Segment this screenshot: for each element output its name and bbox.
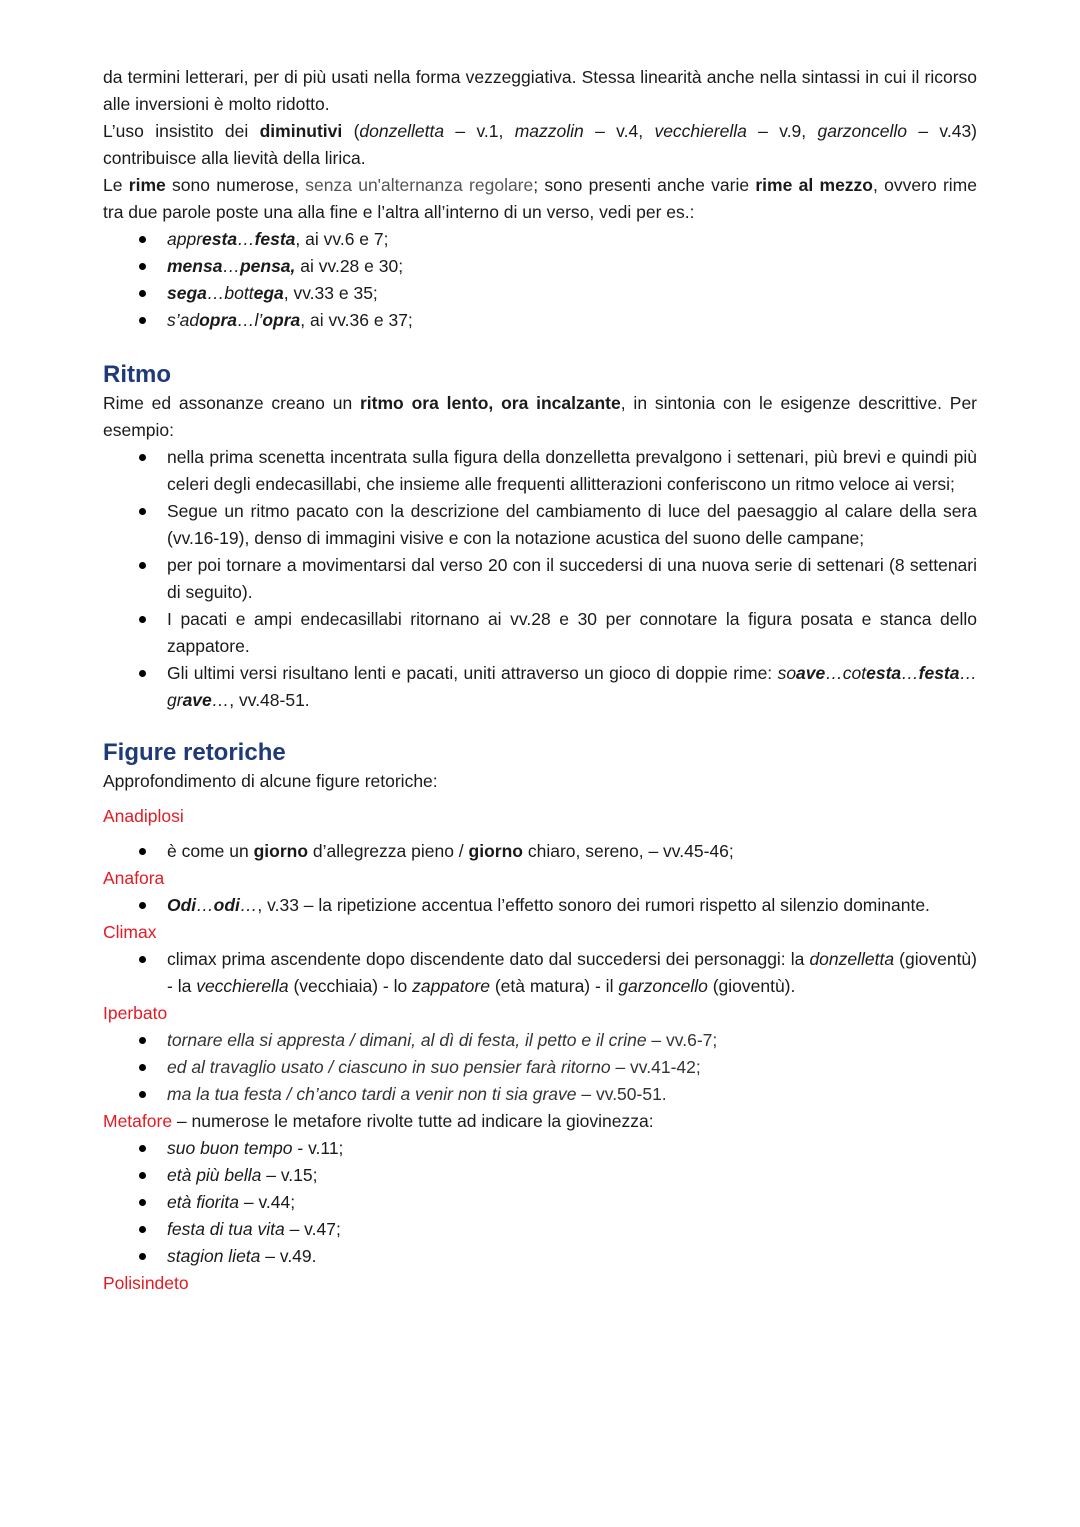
label-anadiplosi: Anadiplosi bbox=[103, 806, 184, 826]
list-item: mensa…pensa, ai vv.28 e 30; bbox=[167, 253, 977, 280]
text: – v.1, bbox=[444, 121, 515, 141]
list-item: appresta…festa, ai vv.6 e 7; bbox=[167, 226, 977, 253]
text: ( bbox=[342, 121, 360, 141]
label-anafora: Anafora bbox=[103, 868, 165, 888]
rhymes-list bbox=[103, 226, 977, 334]
list-item: per poi tornare a movimentarsi dal verso 20 con il succedersi di una nuova serie di settenari (8 settenari di seguito). bbox=[167, 552, 977, 606]
text: Le bbox=[103, 175, 129, 195]
section-heading-ritmo: Ritmo bbox=[103, 361, 171, 388]
list-item: è come un giorno d’allegrezza pieno / giorno chiaro, sereno, – vv.45-46; bbox=[167, 838, 977, 865]
list-item: climax prima ascendente dopo discendente dato dal succedersi dei personaggi: la donzelletta (gioventù) - la vecchierella (vecchiaia) - lo zappatore (età matura) - il garzoncello (gioventù). bbox=[167, 946, 977, 1000]
list-item: ma la tua festa / ch’anco tardi a venir non ti sia grave – vv.50-51. bbox=[167, 1081, 977, 1108]
text: – v.4, bbox=[583, 121, 655, 141]
list-item: stagion lieta – v.49. bbox=[167, 1243, 977, 1270]
rime-paragraph bbox=[103, 172, 977, 226]
list-item: età più bella – v.15; bbox=[167, 1162, 977, 1189]
list-item: s’adopra…l’opra, ai vv.36 e 37; bbox=[167, 307, 977, 334]
text: – v.43) contribuisce alla lievità della lirica. bbox=[103, 121, 978, 168]
bold-term: diminutivi bbox=[259, 121, 343, 141]
label-iperbato: Iperbato bbox=[103, 1003, 168, 1023]
text: , ovvero rime tra due parole poste una alla fine e l’altra all’interno di un verso, vedi per es.: bbox=[103, 175, 977, 222]
figure-intro: Approfondimento di alcune figure retoriche: bbox=[103, 771, 438, 791]
list-item: Gli ultimi versi risultano lenti e pacati, uniti attraverso un gioco di doppie rime: soave…cotesta…festa…grave…, vv.48-51. bbox=[167, 660, 977, 714]
list-item: festa di tua vita – v.47; bbox=[167, 1216, 977, 1243]
label-metafore: Metafore bbox=[103, 1111, 173, 1131]
climax-list bbox=[103, 946, 977, 1000]
iperbato-list bbox=[103, 1027, 977, 1108]
italic-word: mazzolin bbox=[514, 121, 584, 141]
list-item: tornare ella si appresta / dimani, al dì di festa, il petto e il crine – vv.6-7; bbox=[167, 1027, 977, 1054]
text: sono numerose, bbox=[165, 175, 306, 195]
italic-word: garzoncello bbox=[817, 121, 907, 141]
list-item: I pacati e ampi endecasillabi ritornano ai vv.28 e 30 per connotare la figura posata e stanca dello zappatore. bbox=[167, 606, 977, 660]
ritmo-intro: Rime ed assonanze creano un ritmo ora lento, ora incalzante, in sintonia con le esigenze descrittive. Per esempio: bbox=[103, 393, 978, 440]
metafore-paragraph: Metafore – numerose le metafore rivolte tutte ad indicare la giovinezza: bbox=[103, 1111, 654, 1131]
label-polisindeto: Polisindeto bbox=[103, 1273, 189, 1293]
section-heading-figure-retoriche: Figure retoriche bbox=[103, 739, 286, 766]
italic-word: donzelletta bbox=[359, 121, 445, 141]
list-item: suo buon tempo - v.11; bbox=[167, 1135, 977, 1162]
intro-paragraph: da termini letterari, per di più usati nella forma vezzeggiativa. Stessa linearità anche nella sintassi in cui il ricorso alle inversioni è molto ridotto. bbox=[103, 67, 977, 114]
anafora-list bbox=[103, 892, 977, 919]
list-item: sega…bottega, vv.33 e 35; bbox=[167, 280, 977, 307]
text: ; sono presenti anche varie bbox=[533, 175, 756, 195]
text: – v.9, bbox=[746, 121, 818, 141]
document-page bbox=[103, 64, 977, 1297]
anadiplosi-list bbox=[103, 838, 977, 865]
gray-text: senza un'alternanza regolare bbox=[305, 175, 534, 195]
list-item: ed al travaglio usato / ciascuno in suo pensier farà ritorno – vv.41-42; bbox=[167, 1054, 977, 1081]
label-climax: Climax bbox=[103, 922, 157, 942]
italic-word: vecchierella bbox=[654, 121, 747, 141]
bold-term: rime bbox=[128, 175, 166, 195]
diminutivi-paragraph bbox=[103, 118, 977, 172]
list-item: età fiorita – v.44; bbox=[167, 1189, 977, 1216]
text: L’uso insistito dei bbox=[103, 121, 260, 141]
list-item: Odi…odi…, v.33 – la ripetizione accentua l’effetto sonoro dei rumori rispetto al silenzio dominante. bbox=[167, 892, 977, 919]
list-item: Segue un ritmo pacato con la descrizione del cambiamento di luce del paesaggio al calare della sera (vv.16-19), denso di immagini visive e con la notazione acustica del suono delle campane; bbox=[167, 498, 977, 552]
metafore-list bbox=[103, 1135, 977, 1270]
ritmo-list bbox=[103, 444, 977, 714]
bold-term: rime al mezzo bbox=[755, 175, 873, 195]
list-item: nella prima scenetta incentrata sulla figura della donzelletta prevalgono i settenari, più brevi e quindi più celeri degli endecasillabi, che insieme alle frequenti allitterazioni conferiscono un ritmo veloce ai versi; bbox=[167, 444, 977, 498]
